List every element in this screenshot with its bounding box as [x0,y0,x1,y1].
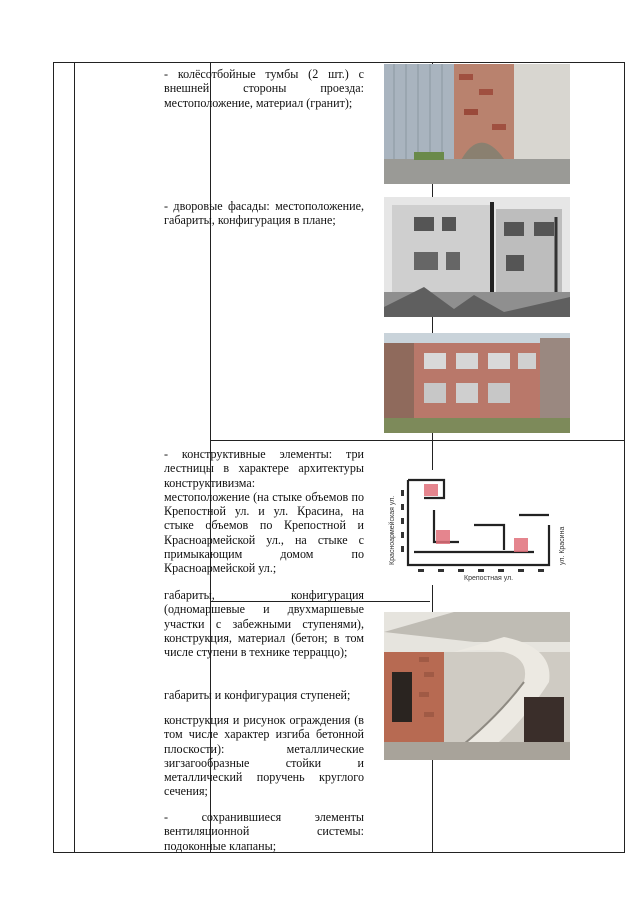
site-plan [384,470,570,585]
stairs-intro-text: - конструктивные элементы: три лестницы в характере архитектуры конструктивизма: [164,447,364,490]
stairs-dimensions-text: габариты, конфигурация (одномаршевые и двухмаршевые участки с забежными ступенями), конструкция, материал (бетон; в том числе ступени в технике терраццо); [164,588,364,660]
column-divider [74,63,75,852]
street-label-krasnoarmeyskaya: Красноармейская ул. [389,495,396,565]
text-railing [164,713,364,799]
text-stairs [164,447,364,576]
bollards-text: - колёсотбойные тумбы (2 шт.) с внешней стороны проезда: местоположение, материал (гранит); [164,67,364,110]
text-dimensions [164,588,364,659]
street-label-krepostnaya: Крепостная ул. [464,575,514,582]
facades-text: - дворовые фасады: местоположение, габариты, конфигурация в плане; [164,199,364,228]
steps-text: габариты и конфигурация ступеней; [164,688,351,702]
row-divider [210,440,624,441]
photo-bollard [384,64,570,184]
text-facades [164,199,364,228]
text-ventilation [164,810,364,853]
railing-text: конструкция и рисунок ограждения (в том числе характер изгиба бетонной плоскости): металлические зигзагообразные стойки и металлический поручень круглого сечения; [164,713,364,799]
photo-staircase [384,612,570,760]
photo-courtyard-color [384,333,570,433]
ventilation-text: - сохранившиеся элементы вентиляционной системы: подоконные клапаны; [164,810,364,853]
photo-courtyard-bw [384,197,570,317]
text-bollards [164,67,364,110]
stairs-location-text: местоположение (на стыке объемов по Крепостной ул. и ул. Красина, на стыке объемов по Крепостной и Красноармейской ул., на стыке с примыкающим домом по Красноармейской ул.; [164,489,364,576]
street-label-krasina: ул. Красина [559,526,566,565]
text-steps [164,688,364,702]
